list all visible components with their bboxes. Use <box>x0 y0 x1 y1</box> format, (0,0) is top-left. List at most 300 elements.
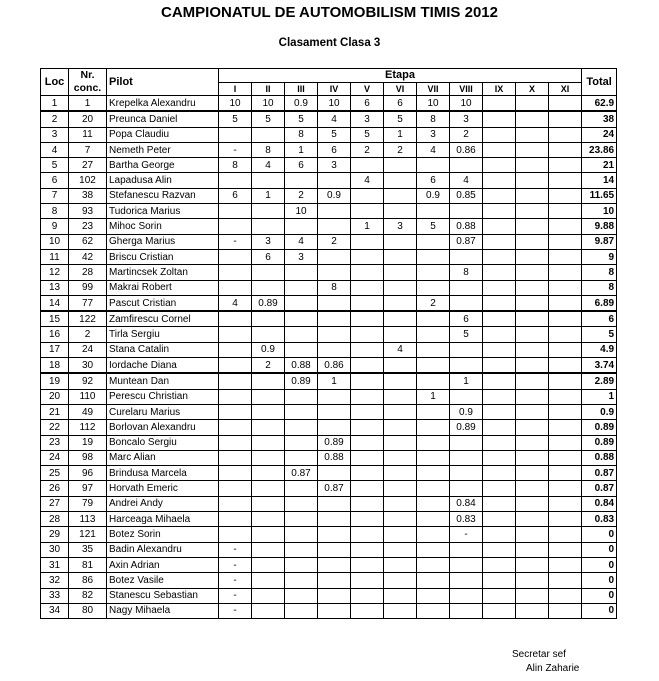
cell-total: 5 <box>582 327 617 342</box>
cell-stage <box>351 327 384 342</box>
cell-stage: 8 <box>417 111 450 127</box>
cell-stage <box>516 542 549 557</box>
cell-stage <box>450 389 483 404</box>
cell-stage <box>285 404 318 419</box>
cell-stage <box>285 280 318 295</box>
cell-loc: 5 <box>41 158 69 173</box>
cell-stage: - <box>219 234 252 249</box>
cell-stage <box>417 542 450 557</box>
cell-stage <box>252 603 285 618</box>
stage-header: III <box>285 82 318 96</box>
cell-loc: 7 <box>41 188 69 203</box>
cell-stage <box>549 450 582 465</box>
cell-stage: 10 <box>450 96 483 112</box>
cell-stage <box>351 404 384 419</box>
cell-stage: 4 <box>450 173 483 188</box>
cell-stage: 0.87 <box>450 234 483 249</box>
cell-stage: 5 <box>417 219 450 234</box>
cell-stage <box>252 219 285 234</box>
cell-stage <box>417 358 450 374</box>
cell-stage <box>450 280 483 295</box>
cell-loc: 15 <box>41 311 69 327</box>
cell-pilot: Pascut Cristian <box>107 295 219 311</box>
cell-stage <box>516 173 549 188</box>
cell-total: 21 <box>582 158 617 173</box>
cell-pilot: Muntean Dan <box>107 373 219 389</box>
cell-nr: 93 <box>69 204 107 219</box>
cell-loc: 23 <box>41 435 69 450</box>
cell-stage <box>384 158 417 173</box>
cell-stage <box>285 481 318 496</box>
cell-stage <box>252 327 285 342</box>
cell-stage <box>450 573 483 588</box>
cell-nr: 86 <box>69 573 107 588</box>
cell-stage <box>549 96 582 112</box>
cell-pilot: Borlovan Alexandru <box>107 420 219 435</box>
cell-stage <box>549 603 582 618</box>
cell-nr: 19 <box>69 435 107 450</box>
cell-total: 62.9 <box>582 96 617 112</box>
cell-stage <box>483 188 516 203</box>
cell-stage: 10 <box>252 96 285 112</box>
cell-stage: 0.86 <box>450 142 483 157</box>
cell-stage: 1 <box>252 188 285 203</box>
cell-stage <box>351 249 384 264</box>
stage-header: I <box>219 82 252 96</box>
cell-stage <box>483 219 516 234</box>
cell-stage: 4 <box>285 234 318 249</box>
cell-stage <box>219 373 252 389</box>
cell-pilot: Makrai Robert <box>107 280 219 295</box>
table-row <box>41 188 617 203</box>
table-row <box>41 265 617 280</box>
cell-stage <box>252 527 285 542</box>
cell-total: 0.89 <box>582 420 617 435</box>
cell-stage <box>285 342 318 357</box>
cell-stage <box>285 295 318 311</box>
cell-stage <box>417 234 450 249</box>
cell-stage <box>318 496 351 511</box>
cell-stage <box>252 265 285 280</box>
cell-stage: 6 <box>384 96 417 112</box>
cell-stage <box>351 527 384 542</box>
cell-stage: 0.84 <box>450 496 483 511</box>
cell-stage: - <box>219 142 252 157</box>
cell-stage <box>549 573 582 588</box>
stage-header: VI <box>384 82 417 96</box>
cell-stage <box>252 420 285 435</box>
cell-stage <box>252 496 285 511</box>
cell-stage <box>351 603 384 618</box>
cell-stage <box>450 158 483 173</box>
cell-stage: 4 <box>318 111 351 127</box>
table-row <box>41 111 617 127</box>
cell-stage <box>285 420 318 435</box>
cell-stage <box>549 173 582 188</box>
cell-stage <box>516 420 549 435</box>
cell-stage <box>285 435 318 450</box>
cell-stage <box>318 404 351 419</box>
cell-nr: 62 <box>69 234 107 249</box>
cell-stage <box>549 249 582 264</box>
cell-stage: 6 <box>252 249 285 264</box>
table-row <box>41 173 617 188</box>
cell-stage: - <box>219 588 252 603</box>
cell-stage <box>483 481 516 496</box>
cell-nr: 20 <box>69 111 107 127</box>
cell-stage: 0.9 <box>285 96 318 112</box>
cell-stage <box>384 573 417 588</box>
cell-stage: 0.86 <box>318 358 351 374</box>
cell-stage <box>549 358 582 374</box>
stage-header: XI <box>549 82 582 96</box>
cell-nr: 79 <box>69 496 107 511</box>
cell-stage: 10 <box>318 96 351 112</box>
cell-stage <box>285 265 318 280</box>
cell-stage <box>384 204 417 219</box>
cell-stage <box>252 173 285 188</box>
table-row <box>41 219 617 234</box>
cell-stage <box>351 295 384 311</box>
cell-pilot: Tirla Sergiu <box>107 327 219 342</box>
table-row <box>41 142 617 157</box>
cell-stage <box>351 342 384 357</box>
cell-stage <box>483 311 516 327</box>
table-row <box>41 204 617 219</box>
cell-stage: 6 <box>318 142 351 157</box>
cell-stage <box>219 389 252 404</box>
cell-stage <box>483 280 516 295</box>
cell-stage <box>219 327 252 342</box>
cell-loc: 26 <box>41 481 69 496</box>
stage-header: VIII <box>450 82 483 96</box>
cell-stage: 3 <box>384 219 417 234</box>
cell-stage <box>483 603 516 618</box>
cell-stage <box>285 512 318 527</box>
cell-pilot: Stanescu Sebastian <box>107 588 219 603</box>
cell-stage <box>483 435 516 450</box>
cell-nr: 77 <box>69 295 107 311</box>
cell-stage: 0.83 <box>450 512 483 527</box>
cell-stage <box>516 142 549 157</box>
cell-nr: 113 <box>69 512 107 527</box>
cell-stage: 5 <box>219 111 252 127</box>
table-row <box>41 342 617 357</box>
table-row <box>41 327 617 342</box>
cell-stage <box>549 234 582 249</box>
column-header-etapa: Etapa <box>219 69 582 83</box>
table-row <box>41 373 617 389</box>
cell-stage: 0.89 <box>252 295 285 311</box>
cell-stage <box>417 573 450 588</box>
cell-loc: 31 <box>41 557 69 572</box>
cell-stage: 5 <box>252 111 285 127</box>
stage-header: VII <box>417 82 450 96</box>
cell-stage <box>450 450 483 465</box>
cell-nr: 23 <box>69 219 107 234</box>
cell-stage <box>516 111 549 127</box>
cell-stage <box>450 557 483 572</box>
cell-stage <box>219 127 252 142</box>
cell-stage: 5 <box>450 327 483 342</box>
cell-stage <box>483 265 516 280</box>
cell-stage: 10 <box>285 204 318 219</box>
cell-total: 11.65 <box>582 188 617 203</box>
cell-stage <box>252 404 285 419</box>
cell-stage <box>549 389 582 404</box>
table-row <box>41 557 617 572</box>
cell-stage <box>252 204 285 219</box>
cell-stage: 3 <box>252 234 285 249</box>
stage-header: IX <box>483 82 516 96</box>
cell-stage: 2 <box>285 188 318 203</box>
cell-stage: 5 <box>351 127 384 142</box>
cell-stage <box>516 496 549 511</box>
cell-stage <box>549 481 582 496</box>
cell-stage <box>483 573 516 588</box>
cell-stage <box>483 234 516 249</box>
cell-loc: 27 <box>41 496 69 511</box>
cell-stage <box>384 327 417 342</box>
cell-loc: 1 <box>41 96 69 112</box>
cell-nr: 27 <box>69 158 107 173</box>
table-row <box>41 295 617 311</box>
cell-stage <box>483 466 516 481</box>
cell-stage <box>384 557 417 572</box>
cell-pilot: Curelaru Marius <box>107 404 219 419</box>
cell-stage: 1 <box>384 127 417 142</box>
cell-stage <box>516 573 549 588</box>
cell-stage <box>285 527 318 542</box>
cell-stage <box>252 450 285 465</box>
cell-total: 0.84 <box>582 496 617 511</box>
cell-stage <box>516 557 549 572</box>
table-row <box>41 96 617 112</box>
cell-nr: 2 <box>69 327 107 342</box>
cell-stage: 1 <box>285 142 318 157</box>
cell-stage <box>285 573 318 588</box>
cell-stage: 4 <box>252 158 285 173</box>
cell-total: 0 <box>582 588 617 603</box>
cell-stage <box>483 342 516 357</box>
cell-pilot: Preunca Daniel <box>107 111 219 127</box>
cell-pilot: Popa Claudiu <box>107 127 219 142</box>
cell-stage <box>219 450 252 465</box>
cell-stage <box>351 466 384 481</box>
cell-stage: 0.87 <box>285 466 318 481</box>
cell-stage <box>417 435 450 450</box>
cell-pilot: Axin Adrian <box>107 557 219 572</box>
cell-stage <box>549 295 582 311</box>
cell-stage <box>483 142 516 157</box>
cell-stage <box>417 450 450 465</box>
cell-loc: 18 <box>41 358 69 374</box>
cell-stage: 0.9 <box>318 188 351 203</box>
cell-stage <box>516 512 549 527</box>
document-title: CAMPIONATUL DE AUTOMOBILISM TIMIS 2012 <box>161 4 498 21</box>
cell-stage: 1 <box>351 219 384 234</box>
column-header-nr-line2: conc. <box>73 82 102 94</box>
cell-pilot: Andrei Andy <box>107 496 219 511</box>
cell-stage <box>483 496 516 511</box>
cell-pilot: Botez Sorin <box>107 527 219 542</box>
cell-total: 38 <box>582 111 617 127</box>
cell-stage <box>219 173 252 188</box>
cell-pilot: Marc Alian <box>107 450 219 465</box>
cell-stage <box>417 588 450 603</box>
cell-stage <box>483 127 516 142</box>
cell-loc: 20 <box>41 389 69 404</box>
cell-stage <box>483 373 516 389</box>
cell-stage: 0.88 <box>318 450 351 465</box>
cell-stage <box>549 188 582 203</box>
document-subtitle: Clasament Clasa 3 <box>278 37 381 49</box>
cell-stage: 4 <box>219 295 252 311</box>
cell-stage: 0.89 <box>285 373 318 389</box>
cell-stage <box>351 588 384 603</box>
cell-stage <box>549 327 582 342</box>
cell-stage: 3 <box>351 111 384 127</box>
cell-stage <box>549 588 582 603</box>
cell-stage <box>351 435 384 450</box>
cell-nr: 1 <box>69 96 107 112</box>
cell-total: 3.74 <box>582 358 617 374</box>
cell-stage <box>219 466 252 481</box>
cell-stage <box>351 542 384 557</box>
cell-stage <box>417 496 450 511</box>
cell-stage <box>318 527 351 542</box>
cell-stage: 0.88 <box>450 219 483 234</box>
cell-pilot: Krepelka Alexandru <box>107 96 219 112</box>
cell-stage <box>318 557 351 572</box>
cell-stage <box>516 265 549 280</box>
cell-pilot: Badin Alexandru <box>107 542 219 557</box>
cell-loc: 21 <box>41 404 69 419</box>
cell-nr: 121 <box>69 527 107 542</box>
column-header-loc: Loc <box>41 69 69 96</box>
cell-loc: 25 <box>41 466 69 481</box>
table-row <box>41 466 617 481</box>
cell-stage <box>516 219 549 234</box>
cell-stage <box>252 127 285 142</box>
cell-stage <box>285 219 318 234</box>
cell-total: 9.87 <box>582 234 617 249</box>
cell-total: 0.89 <box>582 435 617 450</box>
cell-stage <box>450 542 483 557</box>
cell-stage: 4 <box>417 142 450 157</box>
cell-loc: 17 <box>41 342 69 357</box>
cell-loc: 16 <box>41 327 69 342</box>
cell-stage <box>384 481 417 496</box>
cell-stage <box>351 573 384 588</box>
cell-stage <box>384 527 417 542</box>
cell-stage <box>384 603 417 618</box>
cell-stage: 0.87 <box>318 481 351 496</box>
cell-stage <box>318 466 351 481</box>
cell-stage: 5 <box>318 127 351 142</box>
cell-stage: 2 <box>417 295 450 311</box>
cell-nr: 82 <box>69 588 107 603</box>
cell-stage <box>417 265 450 280</box>
table-row <box>41 588 617 603</box>
cell-stage <box>483 588 516 603</box>
cell-nr: 38 <box>69 188 107 203</box>
cell-stage <box>219 496 252 511</box>
cell-total: 10 <box>582 204 617 219</box>
cell-stage: 6 <box>351 96 384 112</box>
cell-stage: 5 <box>285 111 318 127</box>
table-row <box>41 249 617 264</box>
table-row <box>41 603 617 618</box>
cell-loc: 14 <box>41 295 69 311</box>
cell-pilot: Briscu Cristian <box>107 249 219 264</box>
cell-stage <box>252 588 285 603</box>
cell-stage <box>318 295 351 311</box>
cell-stage <box>219 249 252 264</box>
cell-stage <box>285 327 318 342</box>
cell-stage: 2 <box>318 234 351 249</box>
cell-stage <box>285 450 318 465</box>
cell-stage <box>219 420 252 435</box>
column-header-total: Total <box>582 69 617 96</box>
cell-pilot: Brindusa Marcela <box>107 466 219 481</box>
cell-loc: 4 <box>41 142 69 157</box>
standings-table <box>40 68 617 619</box>
cell-loc: 10 <box>41 234 69 249</box>
cell-pilot: Harceaga Mihaela <box>107 512 219 527</box>
cell-stage <box>483 327 516 342</box>
cell-stage <box>516 603 549 618</box>
cell-stage <box>549 420 582 435</box>
cell-stage <box>417 158 450 173</box>
cell-pilot: Tudorica Marius <box>107 204 219 219</box>
cell-nr: 81 <box>69 557 107 572</box>
table-row <box>41 389 617 404</box>
cell-stage: 0.9 <box>450 404 483 419</box>
cell-nr: 98 <box>69 450 107 465</box>
cell-stage <box>516 481 549 496</box>
stage-header: II <box>252 82 285 96</box>
cell-stage: 4 <box>351 173 384 188</box>
cell-stage <box>417 527 450 542</box>
cell-stage <box>351 373 384 389</box>
cell-stage <box>450 358 483 374</box>
cell-loc: 11 <box>41 249 69 264</box>
cell-stage <box>483 358 516 374</box>
cell-stage <box>318 389 351 404</box>
table-row <box>41 127 617 142</box>
cell-stage: 6 <box>219 188 252 203</box>
cell-total: 0 <box>582 557 617 572</box>
cell-stage <box>351 496 384 511</box>
cell-stage <box>252 389 285 404</box>
cell-loc: 22 <box>41 420 69 435</box>
cell-nr: 99 <box>69 280 107 295</box>
table-row <box>41 234 617 249</box>
cell-stage <box>252 373 285 389</box>
cell-stage <box>252 481 285 496</box>
cell-stage <box>417 404 450 419</box>
cell-stage: 8 <box>219 158 252 173</box>
cell-stage: 0.89 <box>318 435 351 450</box>
header-row-top <box>41 69 617 83</box>
column-header-nr-line1: Nr. <box>80 69 95 81</box>
cell-stage <box>516 127 549 142</box>
cell-stage <box>351 158 384 173</box>
cell-stage <box>285 389 318 404</box>
column-header-nr <box>69 69 107 96</box>
cell-loc: 30 <box>41 542 69 557</box>
